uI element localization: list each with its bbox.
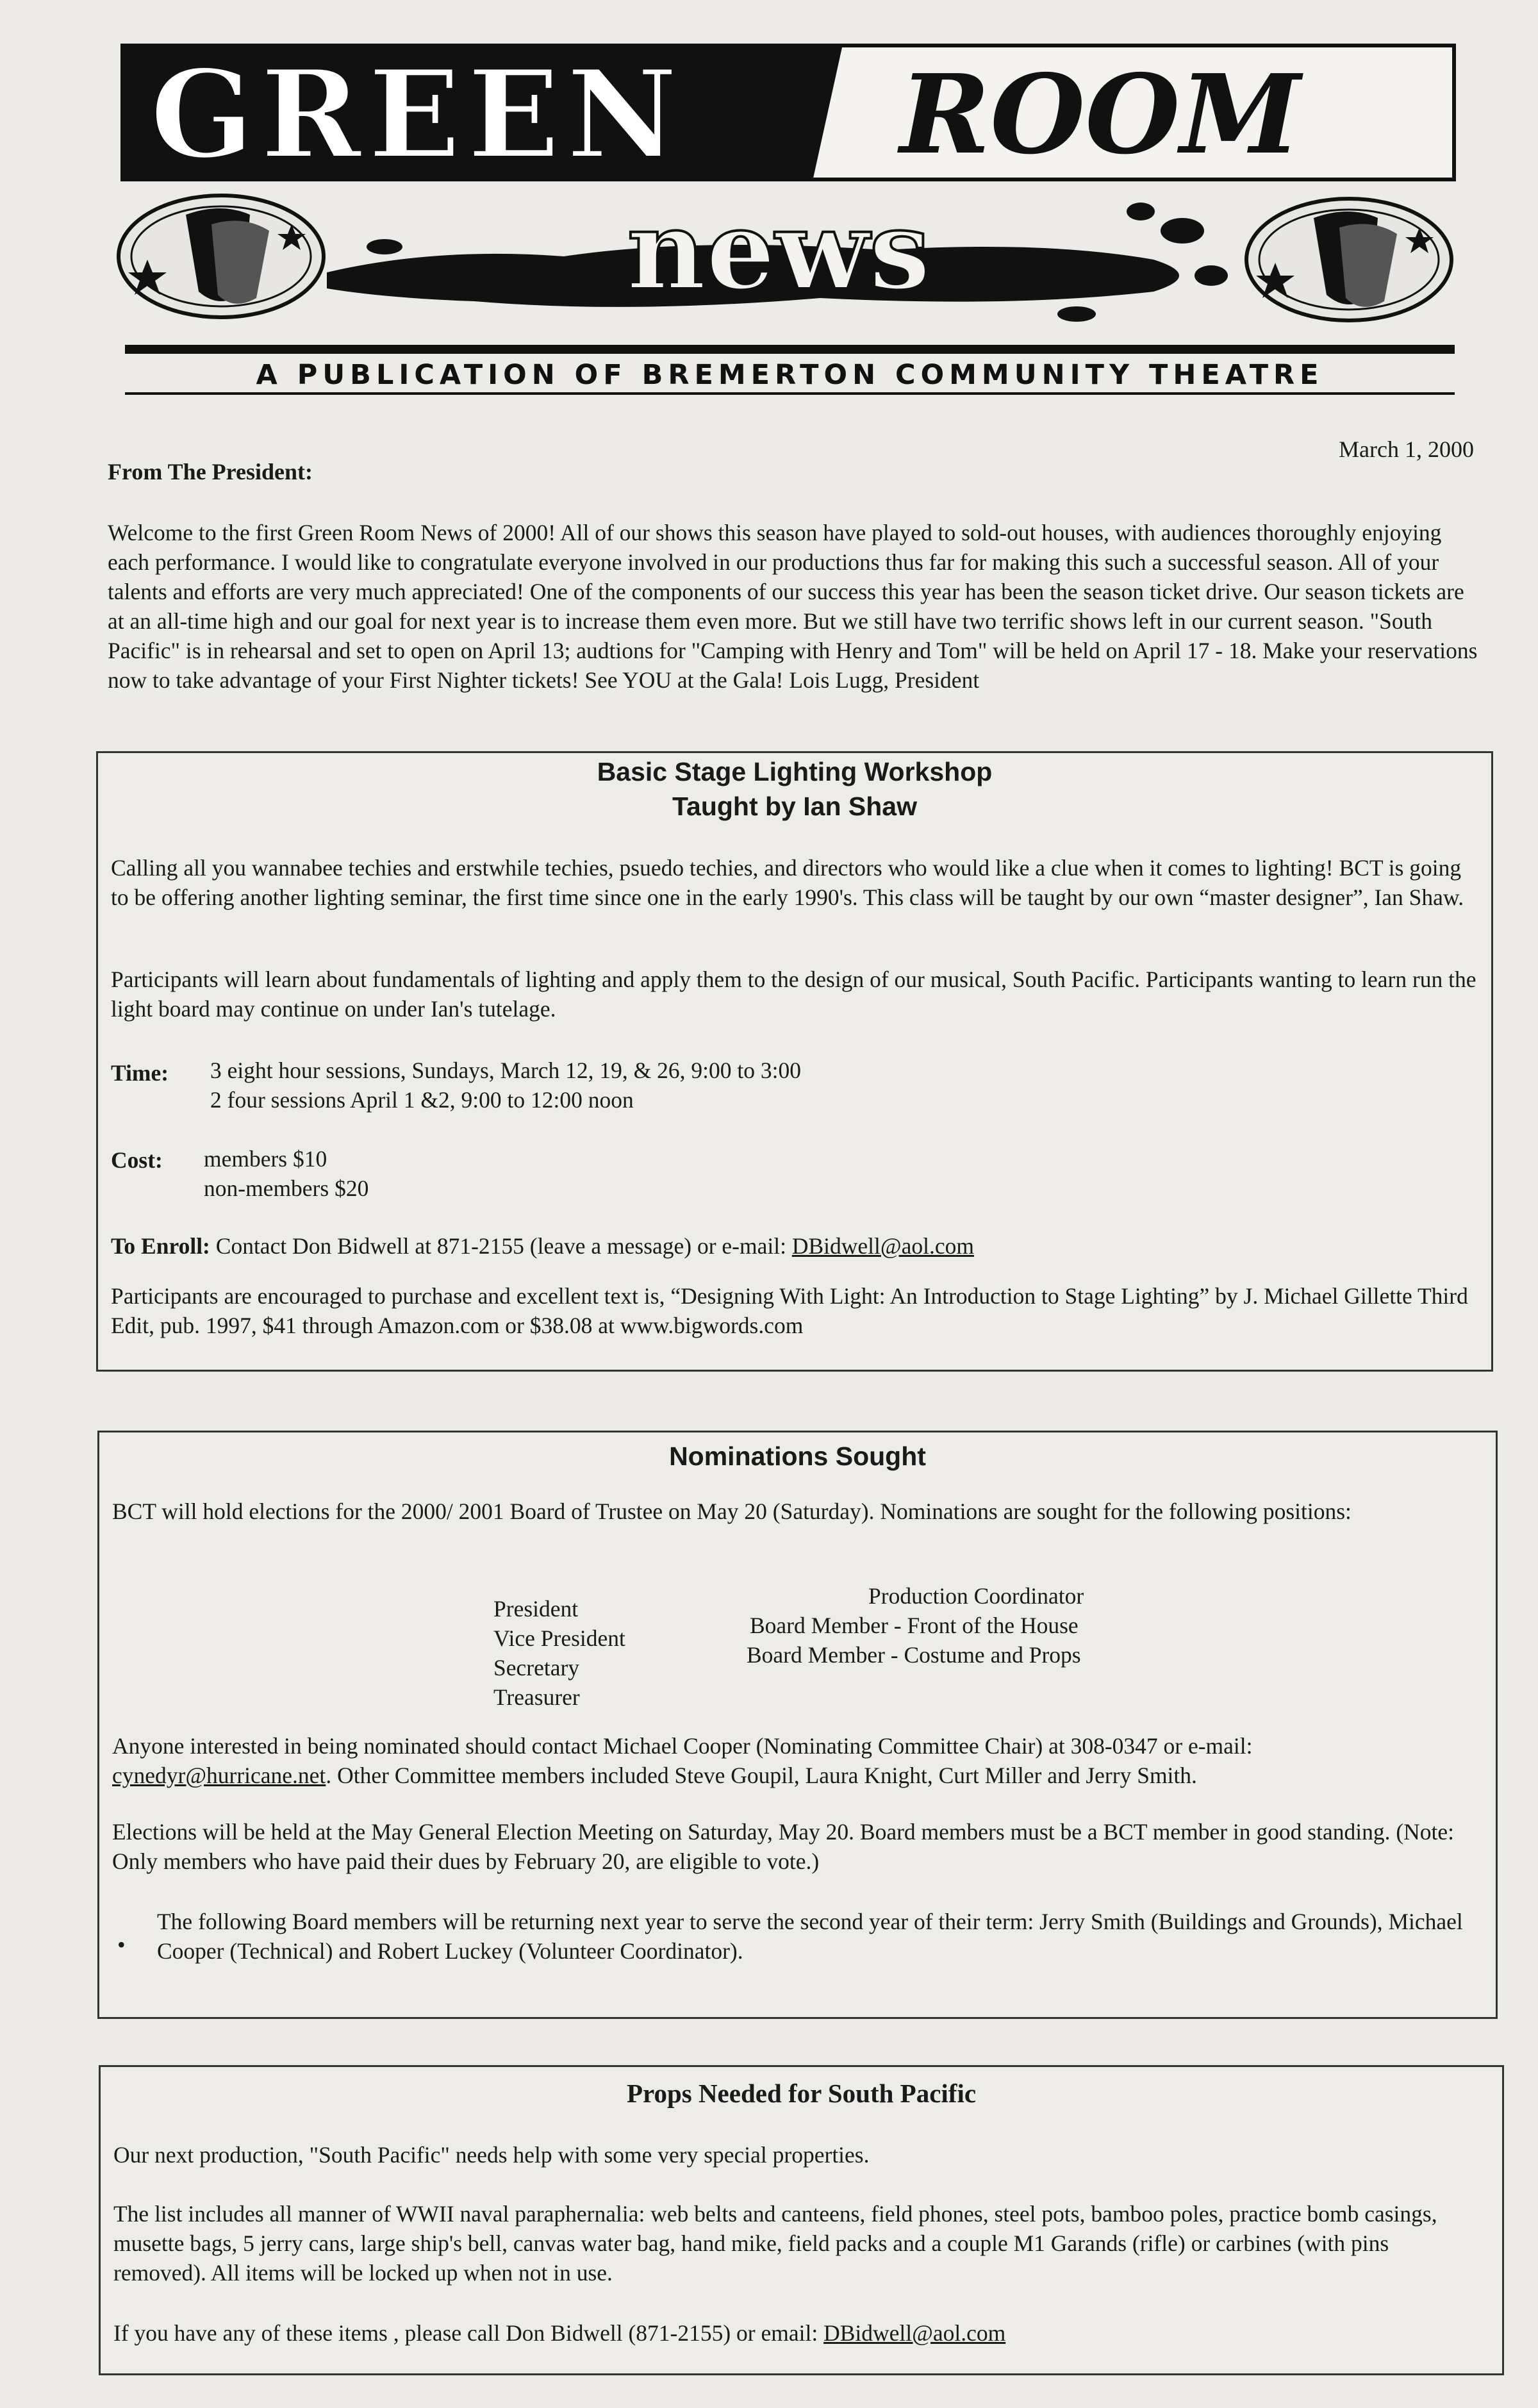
masthead-rule	[125, 345, 1455, 354]
position-costume-props: Board Member - Costume and Props	[747, 1642, 1081, 1668]
props-intro: Our next production, "South Pacific" needs help with some very special properties.	[113, 2142, 870, 2168]
nominations-box	[97, 1431, 1498, 2019]
props-list: The list includes all manner of WWII naval paraphernalia: web belts and canteens, field phones, steel pots, bamboo poles, practice bomb casings, musette bags, 5 jerry cans, large ship's bell, canvas water bag, hand mike, field packs and a couple M1 Garands (rifle) or carbines (with pins removed). All items will be locked up when not in use.	[113, 2201, 1437, 2286]
workshop-intro: Calling all you wannabee techies and erstwhile techies, psuedo techies, and directors who would like a clue when it comes to lighting! BCT is going to be offering another lighting seminar, the first time since one in the early 1990's. This class will be taught by our own “master designer”, Ian Shaw.	[111, 855, 1464, 910]
contact-rest: . Other Committee members included Steve Goupil, Laura Knight, Curt Miller and Jerry Smith.	[326, 1763, 1197, 1788]
president-heading: From The President:	[108, 459, 313, 485]
position-secretary: Secretary	[493, 1655, 580, 1681]
props-contact-text: If you have any of these items , please call Don Bidwell (871-2155) or email:	[113, 2320, 824, 2346]
masthead-banner	[120, 43, 1456, 186]
position-front-of-house: Board Member - Front of the House	[750, 1613, 1079, 1638]
nominations-intro: BCT will hold elections for the 2000/ 2001 Board of Trustee on May 20 (Saturday). Nominations are sought for the following positions:	[112, 1499, 1352, 1524]
props-title: Props Needed for South Pacific	[626, 2079, 977, 2108]
time-label: Time:	[111, 1060, 169, 1086]
elections-info: Elections will be held at the May General Election Meeting on Saturday, May 20. Board members must be a BCT member in good standing. (Note: Only members who have paid their dues by February 20, are eligible to vote.)	[112, 1819, 1455, 1874]
issue-date: March 1, 2000	[1339, 436, 1474, 462]
workshop-description: Participants will learn about fundamentals of lighting and apply them to the design of our musical, South Pacific. Participants wanting to learn run the light board may continue on under Ian's tutelage.	[111, 967, 1476, 1022]
nominations-contact	[112, 1731, 1484, 1790]
president-letter: Welcome to the first Green Room News of 2000! All of our shows this season have played to sold-out houses, with audiences thoroughly enjoying each performance. I would like to congratulate everyone involved in our productions thus far for making this such a successful season. All of your talents and efforts are very much appreciated! One of the components of our success this year has been the season ticket drive. Our season tickets are at an all-time high and our goal for next year is to increase them even more. But we still have two terrific shows left in our current season. "South Pacific" is in rehearsal and set to open on April 13; audtions for "Camping with Henry and Tom" will be held on April 17 - 18. Make your reservations now to take advantage of your First Nighter tickets! See YOU at the Gala! Lois Lugg, President	[108, 520, 1478, 693]
enroll-label: To Enroll:	[111, 1233, 210, 1259]
masthead-room: ROOM	[900, 51, 1301, 179]
workshop-subtitle: Taught by Ian Shaw	[672, 792, 917, 821]
position-treasurer: Treasurer	[493, 1684, 580, 1710]
props-email-link[interactable]: DBidwell@aol.com	[823, 2320, 1006, 2346]
cost-members: members $10	[204, 1146, 327, 1172]
enroll-text: Contact Don Bidwell at 871-2155 (leave a message) or e-mail:	[210, 1233, 792, 1259]
bullet-marker: •	[117, 1932, 126, 1957]
workshop-textbook: Participants are encouraged to purchase and excellent text is, “Designing With Light: An Introduction to Stage Lighting” by J. Michael Gillette Third Edit, pub. 1997, $41 through Amazon.com or $38.08 at www.bigwords.com	[111, 1283, 1468, 1338]
position-president: President	[493, 1596, 579, 1622]
enroll-email-link[interactable]: DBidwell@aol.com	[791, 1233, 974, 1259]
masthead-news: news	[627, 187, 930, 315]
cost-label: Cost:	[111, 1147, 163, 1173]
theatre-mask-emblem-left-icon	[119, 195, 324, 317]
time-line-2: 2 four sessions April 1 &2, 9:00 to 12:00 noon	[210, 1087, 634, 1113]
contact-text: Anyone interested in being nominated should contact Michael Cooper (Nominating Committee Chair) at 308-0347 or e-mail:	[112, 1733, 1253, 1759]
returning-members: The following Board members will be returning next year to serve the second year of their term: Jerry Smith (Buildings and Grounds), Michael Cooper (Technical) and Robert Luckey (Volunteer Coordinator).	[157, 1909, 1463, 1964]
contact-email-link[interactable]: cynedyr@hurricane.net	[112, 1763, 326, 1788]
workshop-title: Basic Stage Lighting Workshop	[597, 757, 993, 786]
masthead-subtitle: A PUBLICATION OF BREMERTON COMMUNITY THEATRE	[256, 359, 1324, 391]
position-vice-president: Vice President	[493, 1625, 625, 1651]
cost-non-members: non-members $20	[204, 1175, 369, 1201]
nominations-title: Nominations Sought	[669, 1441, 926, 1471]
masthead-green: GREEN	[150, 43, 684, 186]
props-contact	[113, 2318, 1485, 2348]
lighting-workshop-box	[96, 751, 1493, 1372]
theatre-mask-emblem-right-icon	[1246, 199, 1451, 320]
time-line-1: 3 eight hour sessions, Sundays, March 12, 19, & 26, 9:00 to 3:00	[210, 1058, 801, 1083]
props-needed-box	[99, 2065, 1504, 2375]
position-production-coordinator: Production Coordinator	[868, 1583, 1084, 1609]
enroll-line	[111, 1231, 1482, 1261]
masthead-rule-thin	[125, 392, 1455, 395]
masthead-news-graphic	[115, 186, 1455, 340]
